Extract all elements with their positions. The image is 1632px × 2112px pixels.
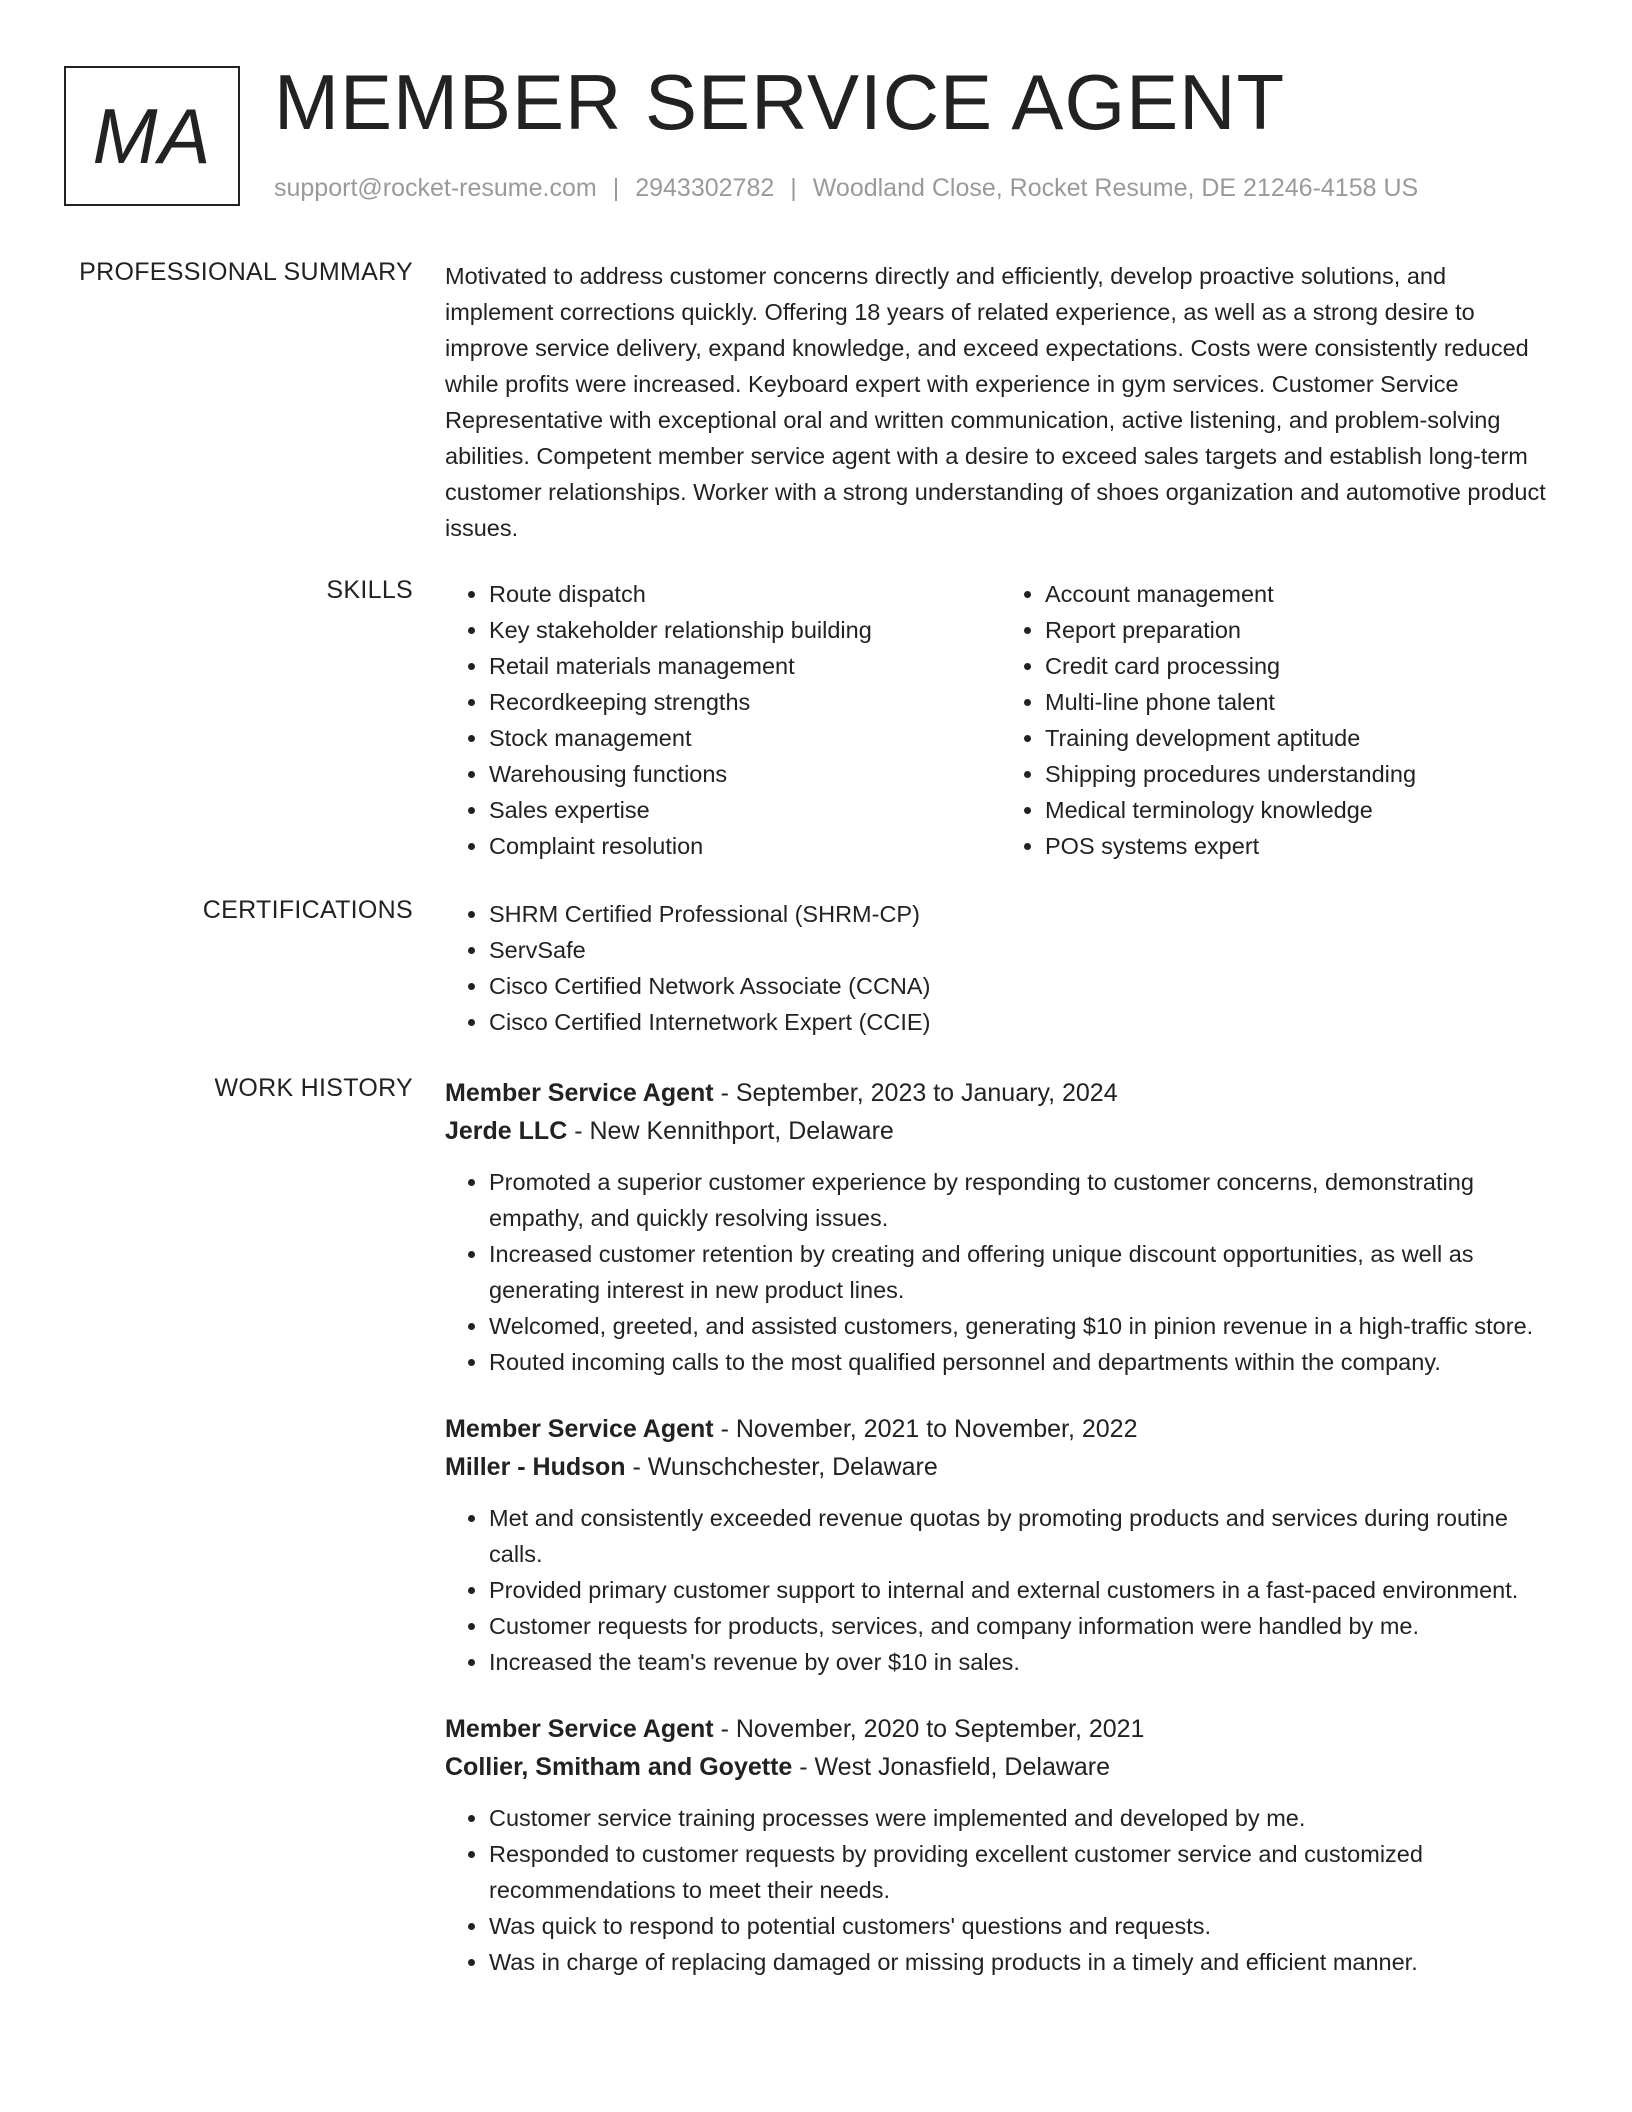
contact-phone: 2943302782 [635,174,775,202]
job-dates: - November, 2020 to September, 2021 [713,1715,1145,1743]
job-company: Miller - Hudson [445,1453,626,1481]
skill-item: • Retail materials management [489,648,1001,684]
skill-item: • Multi-line phone talent [1045,684,1557,720]
skill-item: • Account management [1045,576,1557,612]
job-company: Jerde LLC [445,1117,568,1145]
skill-item: • Credit card processing [1045,648,1557,684]
skill-item: • Recordkeeping strengths [489,684,1001,720]
job-entry [445,1710,1557,1980]
skill-item: • Sales expertise [489,792,1001,828]
skill-item: • Report preparation [1045,612,1557,648]
monogram-initials: MA [92,91,212,180]
contact-email: support@rocket-resume.com [274,174,597,202]
job-bullets [445,1500,1557,1680]
certifications-body [445,896,1557,1040]
job-bullet: • Responded to customer requests by providing excellent customer service and customized recommendations to meet their needs. [489,1836,1557,1908]
job-dates: - November, 2021 to November, 2022 [713,1415,1138,1443]
certification-item: • Cisco Certified Network Associate (CCNA) [489,968,1557,1004]
contact-separator: | [612,174,620,202]
work-history-body [445,1074,1557,2010]
job-company-line [445,1112,1557,1150]
job-location: - Wunschchester, Delaware [625,1453,938,1481]
job-location: - West Jonasfield, Delaware [792,1753,1111,1781]
certifications-list [445,896,1557,1040]
job-bullet: • Routed incoming calls to the most qualified personnel and departments within the company. [489,1344,1557,1380]
job-bullets [445,1164,1557,1380]
contact-line [274,174,1418,203]
skill-item: • Complaint resolution [489,828,1001,864]
skill-item: • Warehousing functions [489,756,1001,792]
job-entry [445,1074,1557,1380]
job-location: - New Kennithport, Delaware [567,1117,894,1145]
job-title-line [445,1074,1557,1112]
summary-text: Motivated to address customer concerns directly and efficiently, develop proactive solutions, and implement corrections quickly. Offering 18 years of related experience, as well as a strong desire to improve service delivery, expand knowledge, and exceed expectations. Costs were consistently reduced while profits were increased. Keyboard expert with experience in gym services. Customer Service Representative with exceptional oral and written communication, active listening, and problem-solving abilities. Competent member service agent with a desire to exceed sales targets and establish long-term customer relationships. Worker with a strong understanding of shoes organization and automotive product issues. [445,263,1546,541]
job-bullet: • Increased the team's revenue by over $10 in sales. [489,1644,1557,1680]
job-bullet: • Provided primary customer support to internal and external customers in a fast-paced environment. [489,1572,1557,1608]
summary-body [445,258,1557,546]
job-bullets [445,1800,1557,1980]
certification-item: • Cisco Certified Internetwork Expert (CCIE) [489,1004,1557,1040]
skill-item: • Stock management [489,720,1001,756]
job-entry [445,1410,1557,1680]
job-title-line [445,1710,1557,1748]
job-title-line [445,1410,1557,1448]
job-dates: - September, 2023 to January, 2024 [713,1079,1118,1107]
skills-body [445,576,1557,864]
section-label-work-history: WORK HISTORY [214,1074,413,1102]
job-bullet: • Was in charge of replacing damaged or missing products in a timely and efficient manner. [489,1944,1557,1980]
job-bullet: • Promoted a superior customer experience by responding to customer concerns, demonstrating empathy, and quickly resolving issues. [489,1164,1557,1236]
certification-item: • ServSafe [489,932,1557,968]
job-bullet: • Was quick to respond to potential customers' questions and requests. [489,1908,1557,1944]
monogram-box [64,66,240,206]
skill-item: • Training development aptitude [1045,720,1557,756]
job-company-line [445,1748,1557,1786]
job-bullet: • Customer requests for products, services, and company information were handled by me. [489,1608,1557,1644]
job-title: Member Service Agent [445,1079,714,1107]
job-bullet: • Met and consistently exceeded revenue quotas by promoting products and services during routine calls. [489,1500,1557,1572]
contact-address: Woodland Close, Rocket Resume, DE 21246-4158 US [812,174,1419,202]
job-title: Member Service Agent [445,1415,714,1443]
section-label-certifications: CERTIFICATIONS [202,896,413,924]
section-label-summary: PROFESSIONAL SUMMARY [79,258,413,286]
job-title: Member Service Agent [445,1715,714,1743]
contact-separator: | [790,174,797,202]
job-bullet: • Increased customer retention by creating and offering unique discount opportunities, as well as generating interest in new product lines. [489,1236,1557,1308]
resume-title: MEMBER SERVICE AGENT [274,58,1286,146]
job-company-line [445,1448,1557,1486]
job-bullet: • Customer service training processes were implemented and developed by me. [489,1800,1557,1836]
skill-item: • Route dispatch [489,576,1001,612]
skill-item: • Key stakeholder relationship building [489,612,1001,648]
skill-item: • Shipping procedures understanding [1045,756,1557,792]
skill-item: • Medical terminology knowledge [1045,792,1557,828]
skills-list-right [1001,576,1557,864]
job-bullet: • Welcomed, greeted, and assisted customers, generating $10 in pinion revenue in a high-traffic store. [489,1308,1557,1344]
skill-item: • POS systems expert [1045,828,1557,864]
certification-item: • SHRM Certified Professional (SHRM-CP) [489,896,1557,932]
skills-list-left [445,576,1001,864]
section-label-skills: SKILLS [326,576,413,604]
job-company: Collier, Smitham and Goyette [445,1753,793,1781]
